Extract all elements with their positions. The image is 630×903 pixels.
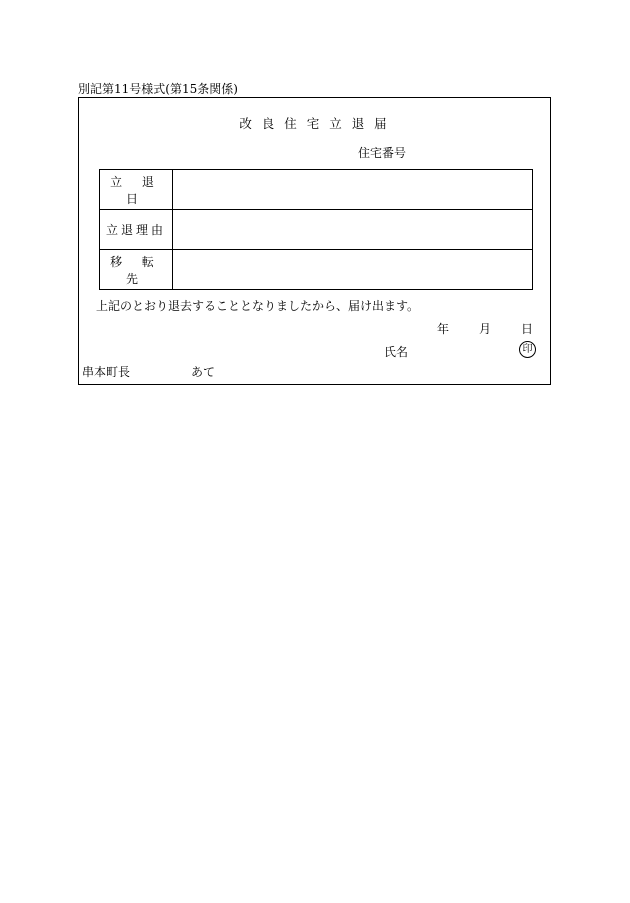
move-out-date-label: 立 退 日 [100,170,173,210]
housing-number-label: 住宅番号 [357,146,406,160]
move-out-reason-label: 立退理由 [100,210,173,250]
date-line [407,320,533,337]
table-row [100,250,533,290]
month-label: 月 [478,322,491,336]
table-row [100,210,533,250]
day-label: 日 [520,322,533,336]
table-row [100,170,533,210]
form-frame [78,97,551,385]
move-out-reason-field[interactable] [173,210,533,250]
move-out-date-field[interactable] [173,170,533,210]
addressee-suffix: あて [191,365,216,379]
form-title: 改 良 住 宅 立 退 届 [239,116,390,131]
declaration-statement: 上記のとおり退去することとなりましたから、届け出ます。 [96,299,420,313]
seal-icon: 印 [519,341,536,358]
year-label: 年 [436,322,449,336]
new-address-label: 移 転 先 [100,250,173,290]
addressee: 串本町長 [82,365,131,379]
form-reference: 別記第11号様式(第15条関係) [78,82,238,96]
form-table [99,169,533,290]
new-address-field[interactable] [173,250,533,290]
name-label: 氏名 [384,345,409,359]
